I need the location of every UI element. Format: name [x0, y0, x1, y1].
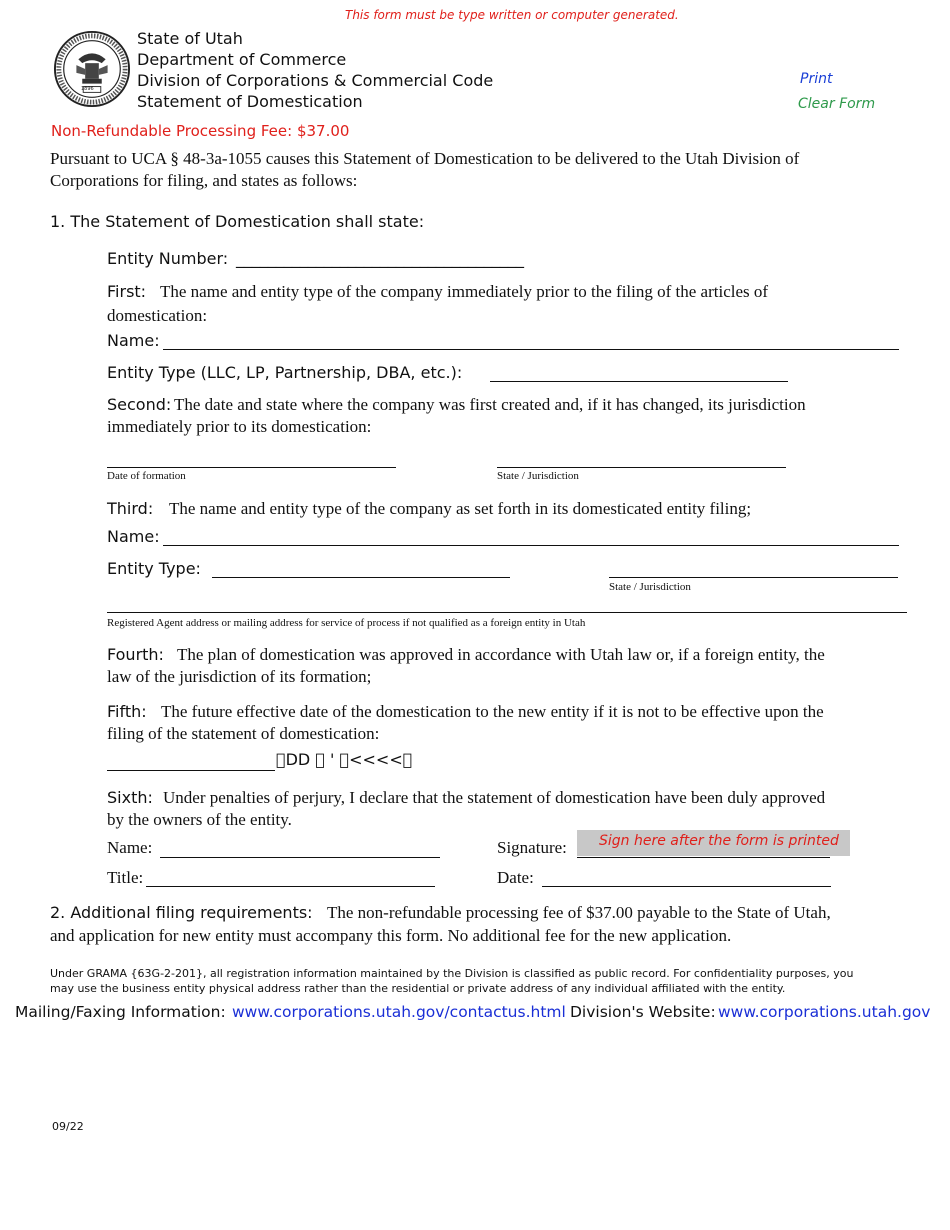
- header-form-title: Statement of Domestication: [137, 92, 363, 111]
- prior-name-label: Name:: [107, 331, 160, 350]
- effective-date-field[interactable]: [107, 770, 275, 771]
- fifth-text-1: The future effective date of the domestication to the new entity if it is not to be effective upon the: [161, 702, 824, 721]
- date-of-formation-caption: Date of formation: [107, 470, 186, 482]
- first-label: First:: [107, 282, 147, 301]
- prior-name-field[interactable]: [163, 349, 899, 350]
- signature-label: Signature:: [497, 838, 567, 857]
- form-version: 09/22: [52, 1120, 84, 1133]
- clear-form-button[interactable]: Clear Form: [798, 96, 876, 112]
- fifth-text-2: filing of the statement of domestication:: [107, 724, 380, 743]
- seal-year: 1896: [81, 86, 94, 92]
- utah-seal-icon: [53, 30, 131, 108]
- signer-title-label: Title:: [107, 868, 144, 887]
- effective-date-format: DD ' <<<<: [276, 750, 369, 769]
- new-name-field[interactable]: [163, 545, 899, 546]
- fifth-label: Fifth:: [107, 702, 147, 721]
- first-text-2: domestication:: [107, 306, 208, 325]
- date-field[interactable]: [542, 886, 831, 887]
- typewritten-notice: This form must be type written or computer generated.: [345, 8, 679, 22]
- first-text-1: The name and entity type of the company immediately prior to the filing of the articles of: [160, 282, 769, 301]
- print-button[interactable]: Print: [800, 71, 833, 87]
- section1-heading: 1. The Statement of Domestication shall state:: [50, 212, 425, 231]
- fourth-text-2: law of the jurisdiction of its formation;: [107, 667, 372, 686]
- third-label: Third:: [107, 499, 154, 518]
- new-state-jurisdiction-caption: State / Jurisdiction: [609, 581, 691, 593]
- grama-line-2: may use the business entity physical address rather than the residential or private address of any individual affiliated with the entity.: [50, 982, 786, 995]
- section2-text-2: and application for new entity must accompany this form. No additional fee for the new application.: [50, 926, 732, 945]
- prior-entity-type-label: Entity Type (LLC, LP, Partnership, DBA, etc.):: [107, 363, 463, 382]
- new-entity-type-label: Entity Type:: [107, 559, 201, 578]
- grama-line-1: Under GRAMA {63G-2-201}, all registration information maintained by the Division is classified as public record. For confidentiality purposes, you: [50, 967, 854, 980]
- date-of-formation-field[interactable]: [107, 467, 396, 468]
- entity-number-field[interactable]: ____________________________________: [236, 249, 524, 268]
- new-state-jurisdiction-field[interactable]: [609, 577, 898, 578]
- intro-line-2: Corporations for filing, and states as follows:: [50, 171, 358, 190]
- website-link[interactable]: www.corporations.utah.gov: [718, 1003, 931, 1021]
- section2-heading: 2. Additional filing requirements:: [50, 903, 313, 922]
- entity-number-label: Entity Number:: [107, 249, 229, 268]
- sixth-label: Sixth:: [107, 788, 153, 807]
- website-label: Division's Website:: [570, 1003, 716, 1021]
- header-department: Department of Commerce: [137, 50, 347, 69]
- second-text-1: The date and state where the company was first created and, if it has changed, its jurisdiction: [174, 395, 806, 414]
- header-state: State of Utah: [137, 29, 243, 48]
- sixth-text-1: Under penalties of perjury, I declare that the statement of domestication have been duly approved: [163, 788, 826, 807]
- header-block: [137, 28, 493, 112]
- signer-name-field[interactable]: [160, 857, 440, 858]
- signature-placeholder: Sign here after the form is printed: [599, 833, 839, 849]
- date-label: Date:: [497, 868, 534, 887]
- mailing-label: Mailing/Faxing Information:: [15, 1003, 226, 1021]
- signer-name-label: Name:: [107, 838, 153, 857]
- header-division: Division of Corporations & Commercial Code: [137, 71, 494, 90]
- sixth-text-2: by the owners of the entity.: [107, 810, 292, 829]
- third-text: The name and entity type of the company as set forth in its domesticated entity filing;: [169, 499, 752, 518]
- second-label: Second:: [107, 395, 172, 414]
- prior-entity-type-field[interactable]: [490, 381, 788, 382]
- new-name-label: Name:: [107, 527, 160, 546]
- mailing-link[interactable]: www.corporations.utah.gov/contactus.html: [232, 1003, 566, 1021]
- intro-line-1: Pursuant to UCA § 48-3a-1055 causes this Statement of Domestication to be delivered to the Utah Division of: [50, 149, 800, 168]
- fourth-label: Fourth:: [107, 645, 164, 664]
- state-jurisdiction-caption: State / Jurisdiction: [497, 470, 579, 482]
- fourth-text-1: The plan of domestication was approved in accordance with Utah law or, if a foreign entity, the: [177, 645, 825, 664]
- second-text-2: immediately prior to its domestication:: [107, 417, 372, 436]
- processing-fee: Non-Refundable Processing Fee: $37.00: [51, 122, 350, 140]
- new-entity-type-field[interactable]: [212, 577, 510, 578]
- registered-agent-field[interactable]: [107, 612, 907, 613]
- section2-text-1: The non-refundable processing fee of $37.00 payable to the State of Utah,: [327, 903, 831, 922]
- state-jurisdiction-field[interactable]: [497, 467, 786, 468]
- signature-underline: [577, 857, 830, 858]
- signer-title-field[interactable]: [146, 886, 435, 887]
- registered-agent-caption: Registered Agent address or mailing address for service of process if not qualified as a foreign entity in Utah: [107, 617, 586, 629]
